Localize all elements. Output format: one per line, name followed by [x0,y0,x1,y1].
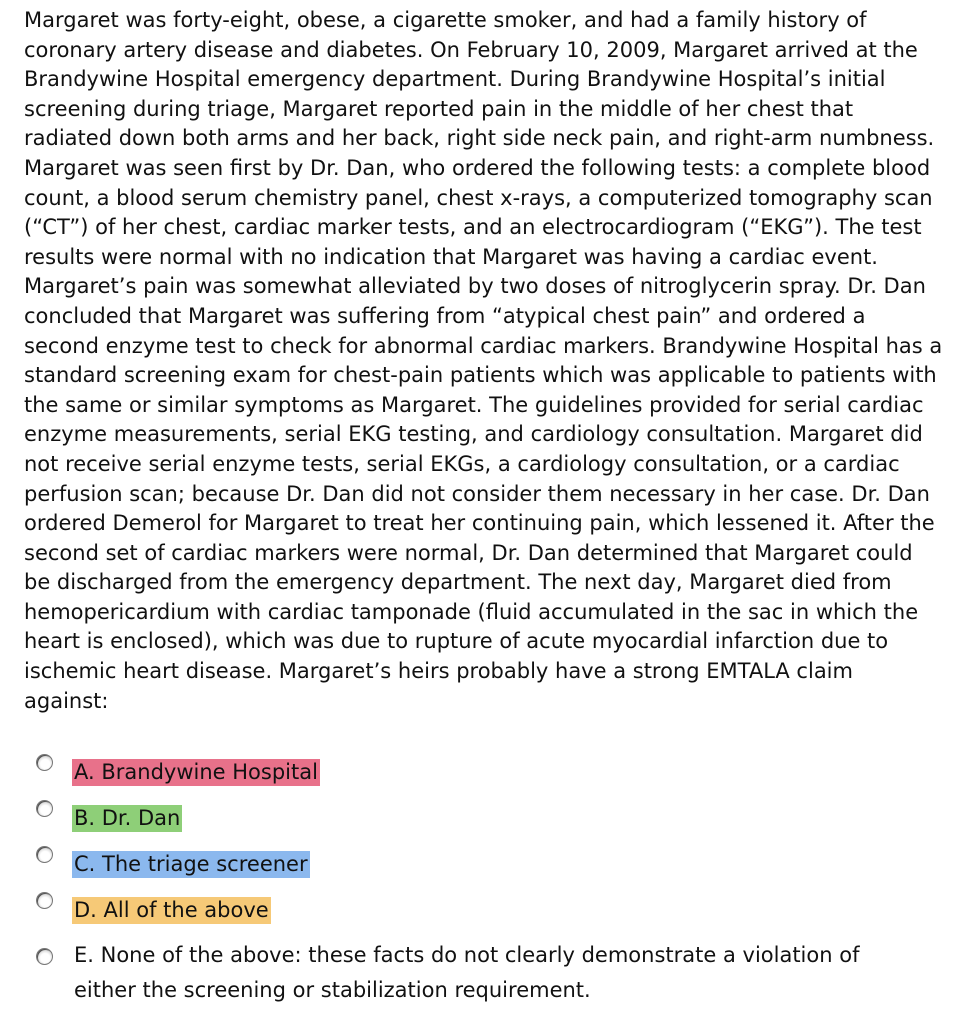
radio-button-a[interactable] [36,754,53,771]
question-text: Margaret was forty-eight, obese, a cigarette smoker, and had a family history of coronary artery disease and diabetes. On February 10, 2009, Margaret arrived at the Brandywine Hospital emergency department. During Brandywine Hospital’s initial screening during triage, Margaret reported pain in the middle of her chest that radiated down both arms and her back, right side neck pain, and right-arm numbness. Margaret was seen first by Dr. Dan, who ordered the following tests: a complete blood count, a blood serum chemistry panel, chest x-rays, a computerized tomography scan (“CT”) of her chest, cardiac marker tests, and an electrocardiogram (“EKG”). The test results were normal with no indication that Margaret was having a cardiac event. Margaret’s pain was somewhat alleviated by two doses of nitroglycerin spray. Dr. Dan concluded that Margaret was suffering from “atypical chest pain” and ordered a second enzyme test to check for abnormal cardiac markers. Brandywine Hospital has a standard screening exam for chest-pain patients which was applicable to patients with the same or similar symptoms as Margaret. The guidelines provided for serial cardiac enzyme measurements, serial EKG testing, and cardiology consultation. Margaret did not receive serial enzyme tests, serial EKGs, a cardiology consultation, or a cardiac perfusion scan; because Dr. Dan did not consider them necessary in her case. Dr. Dan ordered Demerol for Margaret to treat her continuing pain, which lessened it. After the second set of cardiac markers were normal, Dr. Dan determined that Margaret could be discharged from the emergency department. The next day, Margaret died from hemopericardium with cardiac tamponade (fluid accumulated in the sac in which the heart is enclosed), which was due to rupture of acute myocardial infarction due to ischemic heart disease. Margaret’s heirs probably have a strong EMTALA claim against: [24,8,943,713]
option-d-label[interactable]: D. All of the above [74,898,269,922]
radio-button-b[interactable] [36,800,53,817]
option-b-label[interactable]: B. Dr. Dan [74,806,181,830]
radio-button-e[interactable] [36,948,53,965]
option-e-label[interactable]: E. None of the above: these facts do not clearly demonstrate a violation of either the screening or stabilization requirement. [74,943,860,1002]
radio-button-d[interactable] [36,892,53,909]
option-c-label[interactable]: C. The triage screener [74,852,308,876]
radio-button-c[interactable] [36,846,53,863]
option-a-label[interactable]: A. Brandywine Hospital [74,760,318,784]
